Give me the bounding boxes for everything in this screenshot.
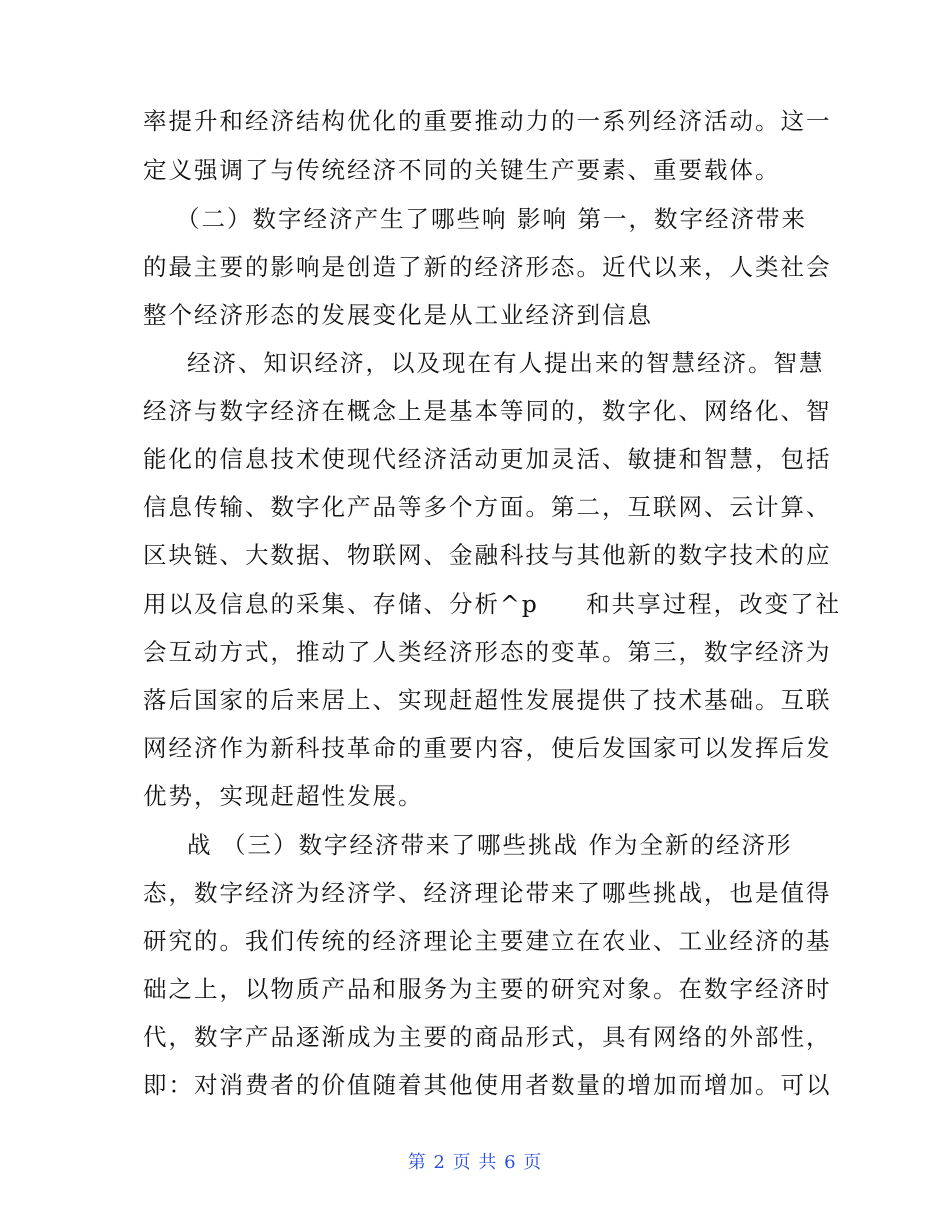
text-line: 即：对消费者的价值随着其他使用者数量的增加而增加。可以 [143,1071,832,1099]
text-line: 落后国家的后来居上、实现赶超性发展提供了技术基础。互联 [143,686,832,714]
text-line: 的最主要的影响是创造了新的经济形态。近代以来，人类社会 [143,253,832,281]
text-line: 础之上，以物质产品和服务为主要的研究对象。在数字经济时 [143,975,832,1003]
text-line: 研究的。我们传统的经济理论主要建立在农业、工业经济的基 [143,927,832,955]
text-line: 经济、知识经济，以及现在有人提出来的智慧经济。智慧 [187,349,825,377]
text-line: 信息传输、数字化产品等多个方面。第二，互联网、云计算、 [143,493,832,521]
text-line: 定义强调了与传统经济不同的关键生产要素、重要载体。 [143,156,781,184]
text-line: 态，数字经济为经济学、经济理论带来了哪些挑战，也是值得 [143,879,832,907]
text-line: 经济与数字经济在概念上是基本等同的，数字化、网络化、智 [143,397,832,425]
text-line: 网经济作为新科技革命的重要内容，使后发国家可以发挥后发 [143,734,832,762]
section-heading-three: 战 （三）数字经济带来了哪些挑战 作为全新的经济形 [187,831,793,859]
text-line: 整个经济形态的发展变化是从工业经济到信息 [143,301,653,329]
text-line: 优势，实现赶超性发展。 [143,782,424,810]
text-line: 区块链、大数据、物联网、金融科技与其他新的数字技术的应 [143,541,832,569]
page-number-footer: 第 2 页 共 6 页 [407,1152,543,1173]
text-line: 率提升和经济结构优化的重要推动力的一系列经济活动。这一 [143,107,832,135]
text-line: 用以及信息的采集、存储、分析^p 和共享过程，改变了社 [143,590,842,618]
text-line: 能化的信息技术使现代经济活动更加灵活、敏捷和智慧，包括 [143,445,832,473]
text-line: 会互动方式，推动了人类经济形态的变革。第三，数字经济为 [143,638,832,666]
section-heading-two: （二）数字经济产生了哪些响 影响 第一，数字经济带来 [176,205,807,233]
text-line: 代，数字产品逐渐成为主要的商品形式，具有网络的外部性， [143,1023,832,1051]
